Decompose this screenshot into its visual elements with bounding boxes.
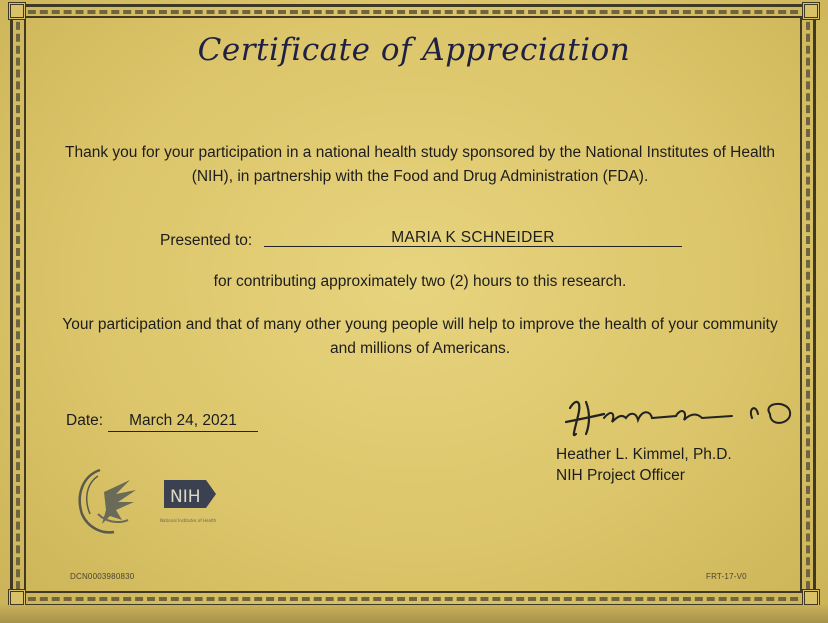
bottom-edge xyxy=(0,605,828,623)
recipient-name: MARIA K SCHNEIDER xyxy=(391,229,555,246)
presented-to-line xyxy=(160,228,685,254)
nih-logo xyxy=(158,478,228,538)
hhs-eagle-logo xyxy=(70,462,150,542)
date-underline xyxy=(108,431,258,432)
document-code-right: FRT-17-V0 xyxy=(706,572,747,581)
contribution-text: for contributing approximately two (2) hours to this research. xyxy=(213,273,627,290)
signer-name: Heather L. Kimmel, Ph.D. xyxy=(556,446,732,463)
corner-ornament xyxy=(802,2,820,20)
impact-paragraph: Your participation and that of many other young people will help to improve the health of your community and millions of Americans. xyxy=(62,316,778,357)
signer-block xyxy=(556,444,732,486)
signature-image xyxy=(556,388,806,448)
date-line xyxy=(66,412,266,438)
certificate-title: Certificate of Appreciation xyxy=(197,32,631,68)
intro-paragraph: Thank you for your participation in a national health study sponsored by the National Institutes of Health (NIH), in partnership with the Food and Drug Administration (FDA). xyxy=(65,144,775,185)
corner-ornament xyxy=(8,2,26,20)
date-label: Date: xyxy=(66,412,104,429)
nih-logo-text: NIH xyxy=(170,487,201,507)
nih-logo-subtext: National Institutes of Health xyxy=(160,518,217,523)
presented-label: Presented to: xyxy=(160,232,253,249)
date-value: March 24, 2021 xyxy=(129,412,237,429)
signer-title: NIH Project Officer xyxy=(556,467,685,484)
document-code-left: DCN0003980830 xyxy=(70,572,135,581)
